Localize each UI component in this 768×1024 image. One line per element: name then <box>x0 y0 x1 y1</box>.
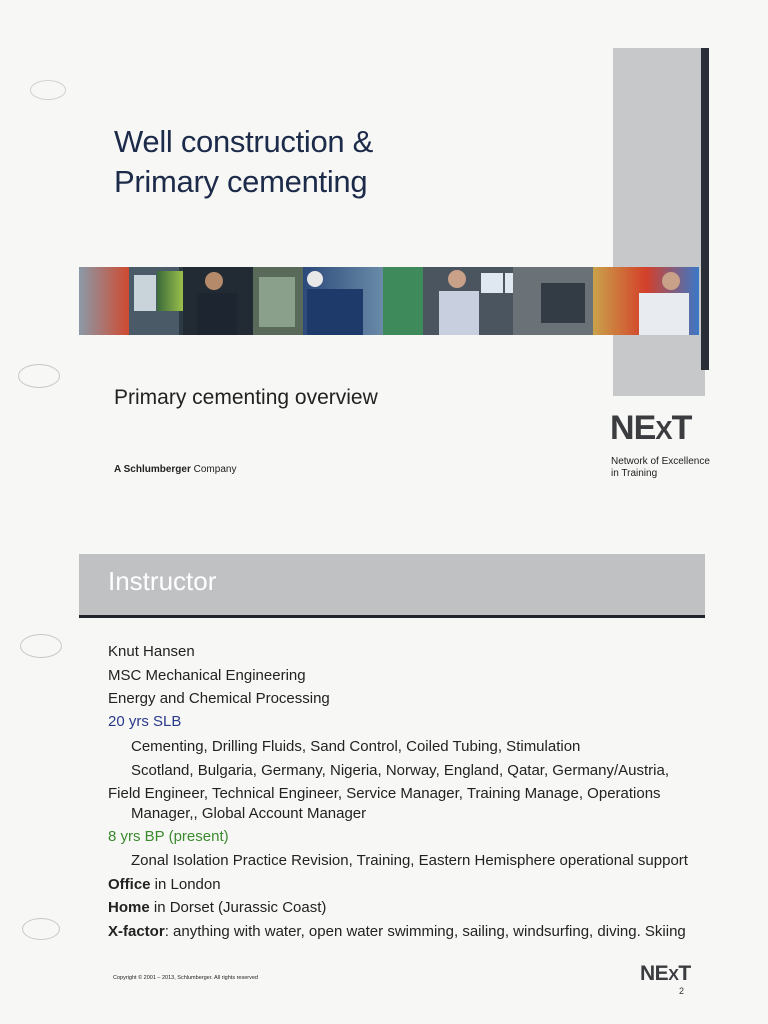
bp-years: 8 yrs BP (present) <box>108 828 229 845</box>
slide-side-bar <box>613 48 705 396</box>
punch-hole-mark <box>30 80 66 100</box>
slb-disciplines: Cementing, Drilling Fluids, Sand Control, Coiled Tubing, Stimulation <box>131 738 581 755</box>
office-value: in London <box>150 876 221 893</box>
logo-letter-x: X <box>655 415 672 445</box>
company-name: A Schlumberger <box>114 464 191 475</box>
office-label: Office <box>108 876 151 893</box>
company-suffix: Company <box>190 464 237 475</box>
slb-roles-cont: Manager,, Global Account Manager <box>131 805 367 822</box>
heading-underline <box>79 615 705 618</box>
logo-letter-e: E <box>633 409 656 447</box>
title-line-1: Well construction & <box>114 124 374 159</box>
bp-work: Zonal Isolation Practice Revision, Training, Eastern Hemisphere operational support <box>131 852 688 869</box>
logo-letter-e: E <box>654 962 669 985</box>
office-line <box>108 876 221 893</box>
photo-collage <box>79 267 699 335</box>
xfactor-label: X-factor <box>108 923 165 940</box>
company-credit <box>114 464 236 475</box>
xfactor-line <box>108 923 686 940</box>
punch-hole-mark <box>20 634 62 658</box>
degree: MSC Mechanical Engineering <box>108 667 306 684</box>
home-line <box>108 899 326 916</box>
slide-subtitle: Primary cementing overview <box>114 386 378 409</box>
photo-strip-image <box>79 267 699 335</box>
logo-tagline <box>611 456 710 480</box>
next-logo-footer <box>640 962 691 986</box>
next-logo <box>610 410 691 448</box>
logo-letter-n: N <box>610 409 634 447</box>
punch-hole-mark <box>22 918 60 940</box>
home-value: in Dorset (Jurassic Coast) <box>149 899 327 916</box>
slide-side-bar-edge <box>701 48 709 370</box>
page-number: 2 <box>679 986 685 996</box>
slb-roles: Field Engineer, Technical Engineer, Service Manager, Training Manage, Operations <box>108 785 661 802</box>
logo-letter-t: T <box>671 409 692 447</box>
copyright-notice: Copyright © 2001 – 2013, Schlumberger. All rights reserved <box>113 975 258 981</box>
logo-letter-n: N <box>640 962 655 985</box>
logo-letter-x: X <box>668 967 679 984</box>
logo-letter-t: T <box>678 962 691 985</box>
field: Energy and Chemical Processing <box>108 690 330 707</box>
slb-years: 20 yrs SLB <box>108 713 182 730</box>
instructor-name: Knut Hansen <box>108 643 195 660</box>
tagline-line-2: in Training <box>611 468 658 479</box>
instructor-heading: Instructor <box>108 566 217 596</box>
slide-title <box>114 122 373 202</box>
punch-hole-mark <box>18 364 60 388</box>
tagline-line-1: Network of Excellence <box>611 456 710 467</box>
slb-countries: Scotland, Bulgaria, Germany, Nigeria, Norway, England, Qatar, Germany/Austria, <box>131 762 670 779</box>
xfactor-value: : anything with water, open water swimming, sailing, windsurfing, diving. Skiing <box>164 923 686 940</box>
home-label: Home <box>108 899 150 916</box>
title-line-2: Primary cementing <box>114 164 368 199</box>
